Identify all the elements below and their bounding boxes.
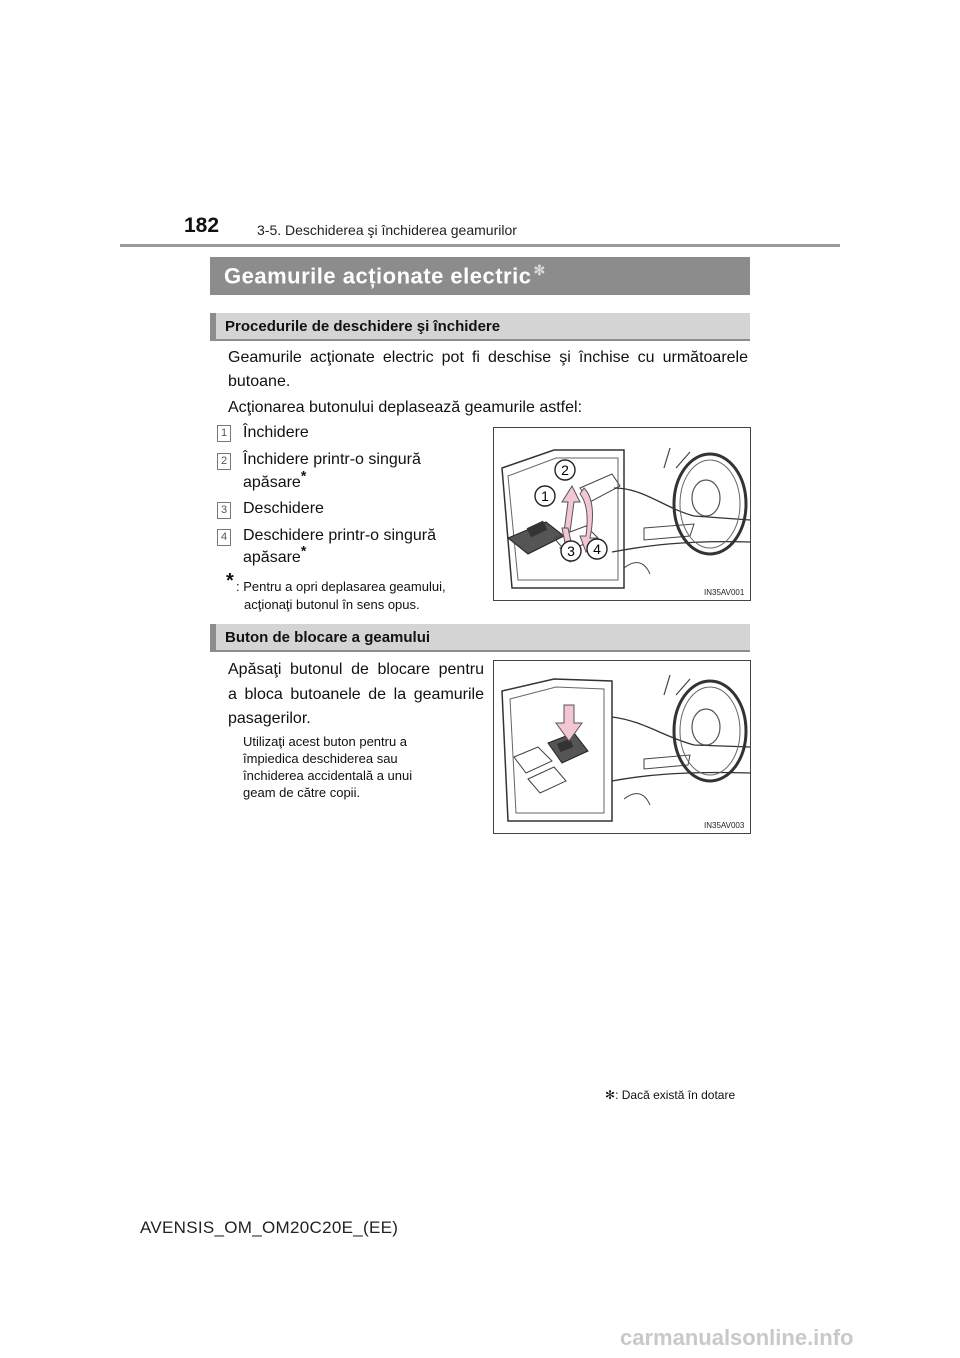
callout-3 [561, 541, 581, 561]
item-line2-text: apăsare [243, 549, 301, 566]
section-heading-lock-button [210, 624, 750, 652]
item-star: * [300, 467, 307, 484]
window-switch-illustration [494, 428, 750, 600]
figure-code: IN35AV001 [704, 588, 745, 597]
callout-2 [555, 460, 575, 480]
section-heading-text: Buton de blocare a geamului [225, 628, 431, 646]
watermark: carmanualsonline.info [620, 1325, 854, 1350]
note-star: * [226, 570, 234, 592]
list-item-one-touch-open: Deschidere printr-o singură [243, 527, 436, 544]
page-title [224, 262, 546, 289]
footer-note-text: : Dacă există în dotare [615, 1088, 736, 1102]
callout-3-text: 3 [567, 543, 575, 559]
list-item-close: Închidere [243, 424, 309, 441]
optional-star-icon: ✻ [605, 1088, 616, 1102]
section-label: 3-5. Deschiderea şi închiderea geamurilor [257, 222, 517, 238]
list-item-open: Deschidere [243, 500, 324, 517]
section-heading-procedures [210, 313, 750, 341]
lock-paragraph-line3: pasagerilor. [228, 710, 311, 727]
page-number: 182 [184, 214, 220, 237]
section-heading-text: Procedurile de deschidere şi închidere [225, 317, 501, 335]
item-number-badge: 1 [217, 425, 231, 442]
intro-paragraph: Geamurile acţionate electric pot fi deschise şi închise cu următoarele butoane. [228, 349, 748, 390]
item-star: * [300, 542, 307, 559]
page-title-text: Geamurile acționate electric [224, 263, 532, 289]
list-item-one-touch-close-line2 [243, 467, 307, 495]
title-bar [210, 257, 750, 295]
item-number-badge: 2 [217, 453, 231, 470]
lead-paragraph: Acţionarea butonului deplasează geamurile astfel: [228, 399, 583, 416]
callout-1 [535, 486, 555, 506]
list-item-one-touch-open-line2 [243, 542, 307, 570]
callout-2-text: 2 [561, 462, 569, 478]
lock-note-line2: împiedica deschiderea sau [243, 751, 398, 766]
heading-marker [210, 313, 216, 339]
list-item-one-touch-close: Închidere printr-o singură [243, 451, 421, 468]
item-number-badge: 4 [217, 529, 231, 546]
lock-paragraph-line1: Apăsaţi butonul de blocare pentru [228, 661, 484, 678]
item-number-badge: 3 [217, 502, 231, 519]
lock-note-line3: închiderea accidentală a unui [243, 768, 413, 783]
manual-id: AVENSIS_OM_OM20C20E_(EE) [140, 1218, 399, 1237]
lock-note-line1: Utilizaţi acest buton pentru a [243, 734, 408, 749]
header-rule [120, 244, 840, 247]
callout-4-text: 4 [593, 541, 601, 557]
figure-lock-switch [493, 660, 751, 834]
figure-window-switches [493, 427, 751, 601]
item-line2-text: apăsare [243, 474, 301, 491]
optional-star-icon: ✻ [533, 262, 546, 279]
callout-1-text: 1 [541, 488, 549, 504]
figure-code: IN35AV003 [704, 821, 745, 830]
lock-note-line4: geam de către copii. [243, 785, 361, 800]
star-note-line2: acţionaţi butonul în sens opus. [244, 597, 420, 612]
star-note-line1: : Pentru a opri deplasarea geamului, [236, 579, 446, 594]
footer-star-note [605, 1088, 735, 1102]
lock-paragraph-line2: a bloca butoanele de la geamurile [228, 686, 484, 703]
lock-switch-illustration [494, 661, 750, 833]
callout-4 [587, 539, 607, 559]
heading-marker [210, 624, 216, 650]
